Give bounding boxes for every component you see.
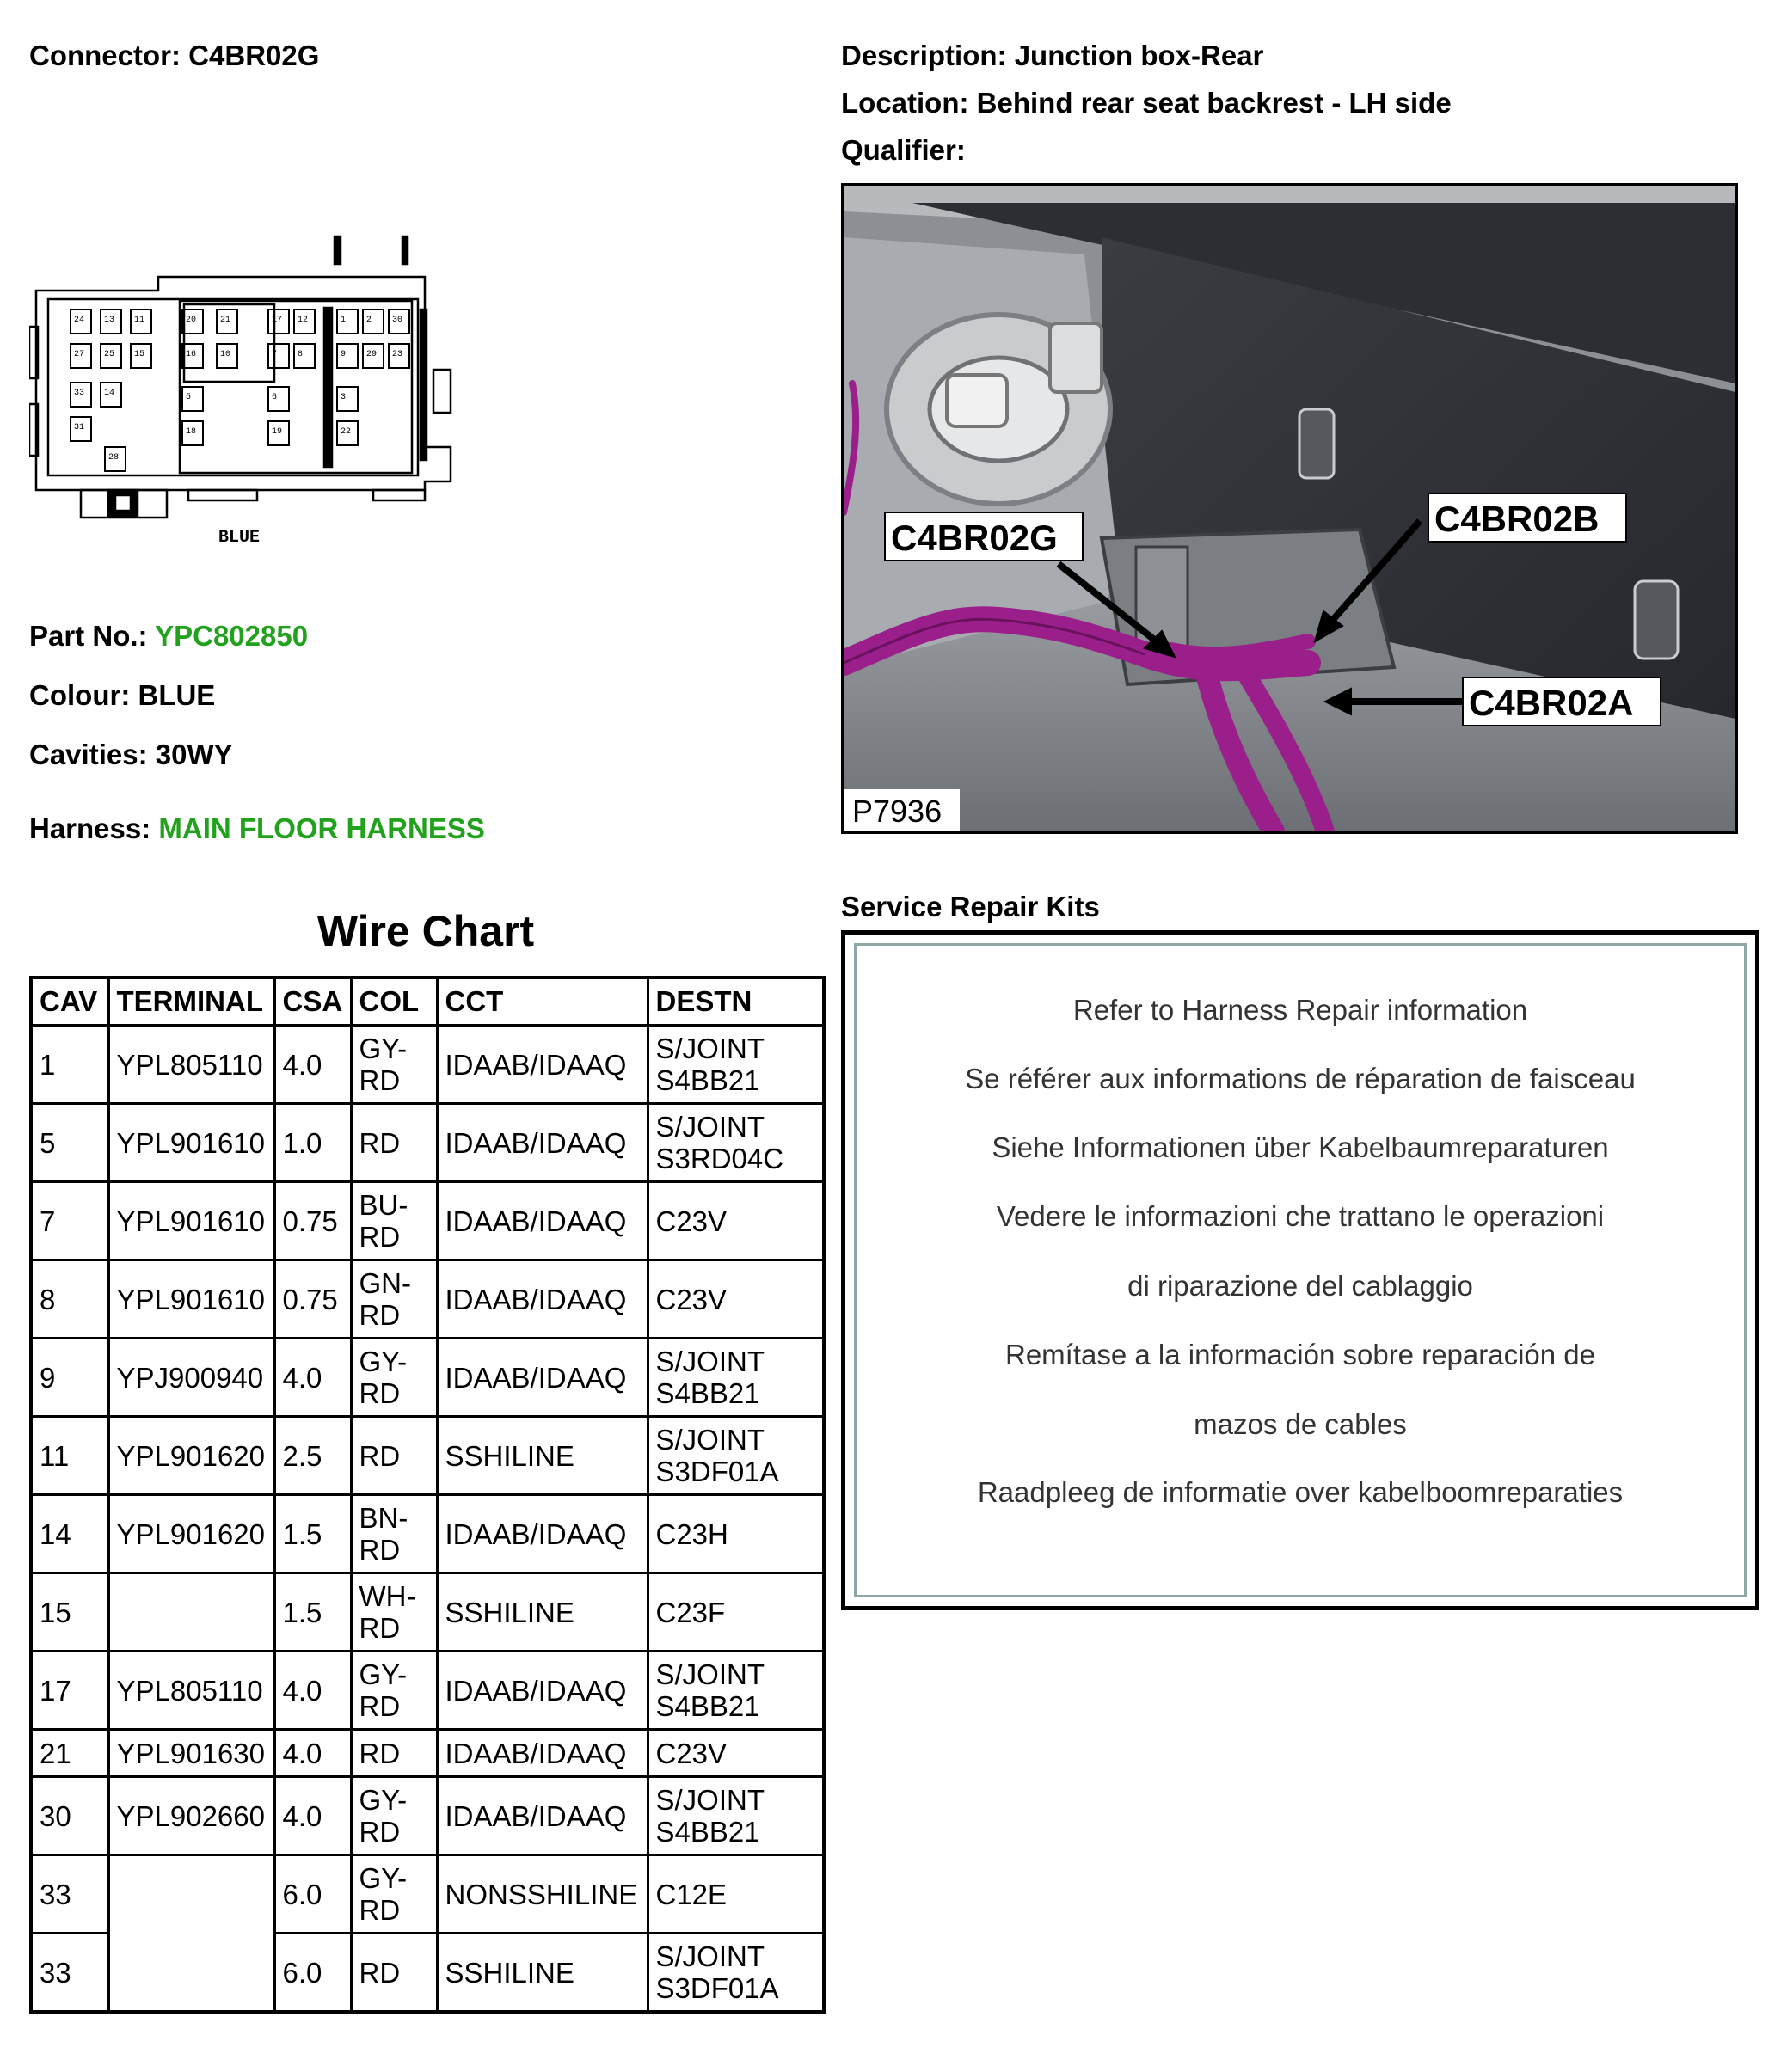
cell-cav: 11 <box>31 1417 108 1495</box>
callout-c4br02g: C4BR02G <box>891 518 1058 558</box>
cell-cct: IDAAB/IDAAQ <box>437 1104 648 1182</box>
cell-csa: 1.5 <box>274 1495 351 1573</box>
cell-cav: 33 <box>31 1855 108 1934</box>
cell-col: GY-RD <box>351 1339 437 1417</box>
cavity-number: 24 <box>74 316 85 325</box>
cell-csa: 6.0 <box>274 1855 351 1934</box>
service-repair-kits-title: Service Repair Kits <box>841 891 1100 923</box>
wire-chart-table <box>29 976 826 2014</box>
colour-field <box>29 678 215 713</box>
cavity-number: 31 <box>74 423 85 432</box>
repair-line: mazos de cables <box>1194 1408 1407 1440</box>
cell-csa: 4.0 <box>274 1652 351 1730</box>
cell-cct: IDAAB/IDAAQ <box>437 1777 648 1855</box>
cell-terminal: YPL901610 <box>108 1182 274 1260</box>
table-row <box>31 1652 824 1730</box>
column-header-col: COL <box>351 978 437 1026</box>
cell-destn: C23F <box>648 1573 824 1652</box>
cell-terminal: YPL805110 <box>108 1652 274 1730</box>
cell-cav: 30 <box>31 1777 108 1855</box>
part-no-label: Part No.: <box>29 620 148 652</box>
cell-cct: NONSSHILINE <box>437 1855 648 1934</box>
wire-chart-title: Wire Chart <box>316 907 535 955</box>
cell-destn: S/JOINT S4BB21 <box>648 1026 824 1104</box>
cell-terminal: YPL901630 <box>108 1730 274 1777</box>
cell-cav: 7 <box>31 1182 108 1260</box>
cell-cct: SSHILINE <box>437 1417 648 1495</box>
column-header-cav: CAV <box>31 978 108 1026</box>
diagram-colour-caption: BLUE <box>218 528 261 548</box>
cell-destn: S/JOINT S4BB21 <box>648 1777 824 1855</box>
column-header-destn: DESTN <box>648 978 824 1026</box>
repair-line: Refer to Harness Repair information <box>1072 994 1528 1026</box>
cell-destn: S/JOINT S3DF01A <box>648 1934 824 2013</box>
connector-face-diagram <box>29 232 464 550</box>
connector-field <box>29 39 319 73</box>
cavity-number: 27 <box>74 350 85 359</box>
cell-destn: C23V <box>648 1260 824 1339</box>
cavity-number: 21 <box>220 316 231 325</box>
cavity-number: 23 <box>392 350 403 359</box>
table-row <box>31 1855 824 1934</box>
table-row <box>31 1417 824 1495</box>
cavity-number: 1 <box>341 316 347 325</box>
table-row <box>31 1730 824 1777</box>
colour-value: BLUE <box>138 679 216 711</box>
part-no-field <box>29 619 308 653</box>
description-value: Junction box-Rear <box>1014 40 1264 71</box>
cavity-number: 3 <box>341 393 347 402</box>
cell-col: RD <box>351 1730 437 1777</box>
cell-destn: C23V <box>648 1730 824 1777</box>
location-field <box>841 86 1452 120</box>
cell-cct: IDAAB/IDAAQ <box>437 1339 648 1417</box>
cell-cav: 14 <box>31 1495 108 1573</box>
cell-col: WH-RD <box>351 1573 437 1652</box>
cell-cav: 17 <box>31 1652 108 1730</box>
description-field <box>841 39 1263 73</box>
cavity-number: 29 <box>366 350 378 359</box>
cell-cav: 21 <box>31 1730 108 1777</box>
cavity-number: 8 <box>298 350 304 359</box>
cell-csa: 0.75 <box>274 1182 351 1260</box>
table-row <box>31 1026 824 1104</box>
cell-cct: IDAAB/IDAAQ <box>437 1026 648 1104</box>
cell-terminal: YPL902660 <box>108 1777 274 1855</box>
cavities-field <box>29 738 233 772</box>
callout-c4br02a: C4BR02A <box>1469 683 1634 723</box>
cell-cct: SSHILINE <box>437 1934 648 2013</box>
cell-destn: C23V <box>648 1182 824 1260</box>
cell-col: RD <box>351 1417 437 1495</box>
cavity-number: 13 <box>104 316 115 325</box>
cell-col: GY-RD <box>351 1855 437 1934</box>
cell-terminal: YPL901620 <box>108 1417 274 1495</box>
location-value: Behind rear seat backrest - LH side <box>976 87 1452 119</box>
harness-label: Harness: <box>29 812 151 844</box>
cell-csa: 0.75 <box>274 1260 351 1339</box>
location-photo <box>841 183 1738 834</box>
cell-terminal: YPL805110 <box>108 1026 274 1104</box>
cavity-number: 28 <box>108 453 120 463</box>
cavity-number: 25 <box>104 350 115 359</box>
cell-cct: SSHILINE <box>437 1573 648 1652</box>
cell-csa: 2.5 <box>274 1417 351 1495</box>
repair-line: di riparazione del cablaggio <box>1127 1270 1473 1302</box>
cavity-number: 16 <box>186 350 197 359</box>
table-row <box>31 1573 824 1652</box>
cell-destn: C23H <box>648 1495 824 1573</box>
repair-line: Raadpleeg de informatie over kabelboomreparaties <box>977 1476 1624 1508</box>
cavity-number: 7 <box>272 350 278 359</box>
cell-col: RD <box>351 1104 437 1182</box>
service-repair-inner <box>854 943 1747 1597</box>
cavity-number: 22 <box>341 427 352 437</box>
cavity-number: 15 <box>134 350 145 359</box>
cell-cav: 8 <box>31 1260 108 1339</box>
cavity-number: 11 <box>134 316 145 325</box>
cavity-number: 30 <box>392 316 403 325</box>
service-repair-box <box>841 930 1759 1610</box>
connector-value: C4BR02G <box>188 40 320 71</box>
cavity-number: 33 <box>74 389 85 398</box>
cavity-number: 6 <box>272 393 278 402</box>
column-header-terminal: TERMINAL <box>108 978 274 1026</box>
cell-cct: IDAAB/IDAAQ <box>437 1260 648 1339</box>
location-label: Location: <box>841 87 969 119</box>
cavity-number: 10 <box>220 350 231 359</box>
cavity-number: 20 <box>186 316 197 325</box>
cell-col: GY-RD <box>351 1652 437 1730</box>
table-row <box>31 1182 824 1260</box>
cavity-number: 18 <box>186 427 197 437</box>
column-header-cct: CCT <box>437 978 648 1026</box>
qualifier-field <box>841 133 966 168</box>
wire-chart-header-row <box>31 978 824 1026</box>
cell-col: GN-RD <box>351 1260 437 1339</box>
cavities-label: Cavities: <box>29 739 148 770</box>
cell-cct: IDAAB/IDAAQ <box>437 1182 648 1260</box>
cell-csa: 4.0 <box>274 1777 351 1855</box>
cavity-number: 9 <box>341 350 347 359</box>
cell-col: GY-RD <box>351 1026 437 1104</box>
cell-csa: 6.0 <box>274 1934 351 2013</box>
harness-field <box>29 812 485 846</box>
cavity-number: 17 <box>272 316 283 325</box>
cell-col: RD <box>351 1934 437 2013</box>
location-photo-drawing <box>844 186 1735 831</box>
cell-csa: 1.0 <box>274 1104 351 1182</box>
column-header-csa: CSA <box>274 978 351 1026</box>
table-row <box>31 1260 824 1339</box>
cell-cct: IDAAB/IDAAQ <box>437 1652 648 1730</box>
cell-terminal: YPL901610 <box>108 1260 274 1339</box>
cell-cav: 1 <box>31 1026 108 1104</box>
cell-col: GY-RD <box>351 1777 437 1855</box>
repair-line: Vedere le informazioni che trattano le operazioni <box>996 1200 1605 1232</box>
table-row <box>31 1777 824 1855</box>
cell-csa: 4.0 <box>274 1339 351 1417</box>
repair-line: Se référer aux informations de réparation de faisceau <box>965 1063 1636 1094</box>
cell-terminal: YPL901620 <box>108 1495 274 1573</box>
cell-col: BN-RD <box>351 1495 437 1573</box>
cavity-number: 14 <box>104 389 115 398</box>
qualifier-label: Qualifier: <box>841 134 966 166</box>
cell-cct: IDAAB/IDAAQ <box>437 1495 648 1573</box>
cell-terminal <box>108 1855 274 2013</box>
cell-col: BU-RD <box>351 1182 437 1260</box>
callout-c4br02b: C4BR02B <box>1434 499 1600 539</box>
cell-terminal <box>108 1573 274 1652</box>
cell-cct: IDAAB/IDAAQ <box>437 1730 648 1777</box>
cavities-value: 30WY <box>155 739 233 770</box>
cell-terminal: YPL901610 <box>108 1104 274 1182</box>
colour-label: Colour: <box>29 679 131 711</box>
cavity-number: 19 <box>272 427 283 437</box>
repair-line: Siehe Informationen über Kabelbaumreparaturen <box>992 1131 1609 1163</box>
cell-cav: 33 <box>31 1934 108 2013</box>
cell-cav: 15 <box>31 1573 108 1652</box>
photo-id: P7936 <box>852 794 943 829</box>
cavity-number: 2 <box>366 316 372 325</box>
cell-destn: C12E <box>648 1855 824 1934</box>
table-row <box>31 1104 824 1182</box>
cell-terminal: YPJ900940 <box>108 1339 274 1417</box>
cell-csa: 4.0 <box>274 1730 351 1777</box>
cell-destn: S/JOINT S4BB21 <box>648 1339 824 1417</box>
cell-cav: 5 <box>31 1104 108 1182</box>
cavity-number: 12 <box>298 316 309 325</box>
cavity-number: 5 <box>186 393 192 402</box>
connector-label: Connector: <box>29 40 181 71</box>
cell-csa: 1.5 <box>274 1573 351 1652</box>
cell-destn: S/JOINT S4BB21 <box>648 1652 824 1730</box>
repair-line: Remítase a la información sobre reparación de <box>1004 1339 1596 1370</box>
table-row <box>31 1495 824 1573</box>
cell-csa: 4.0 <box>274 1026 351 1104</box>
description-label: Description: <box>841 40 1007 71</box>
table-row <box>31 1339 824 1417</box>
cell-cav: 9 <box>31 1339 108 1417</box>
harness-value: MAIN FLOOR HARNESS <box>158 812 485 844</box>
part-no-value: YPC802850 <box>155 620 309 652</box>
cell-destn: S/JOINT S3DF01A <box>648 1417 824 1495</box>
cell-destn: S/JOINT S3RD04C <box>648 1104 824 1182</box>
